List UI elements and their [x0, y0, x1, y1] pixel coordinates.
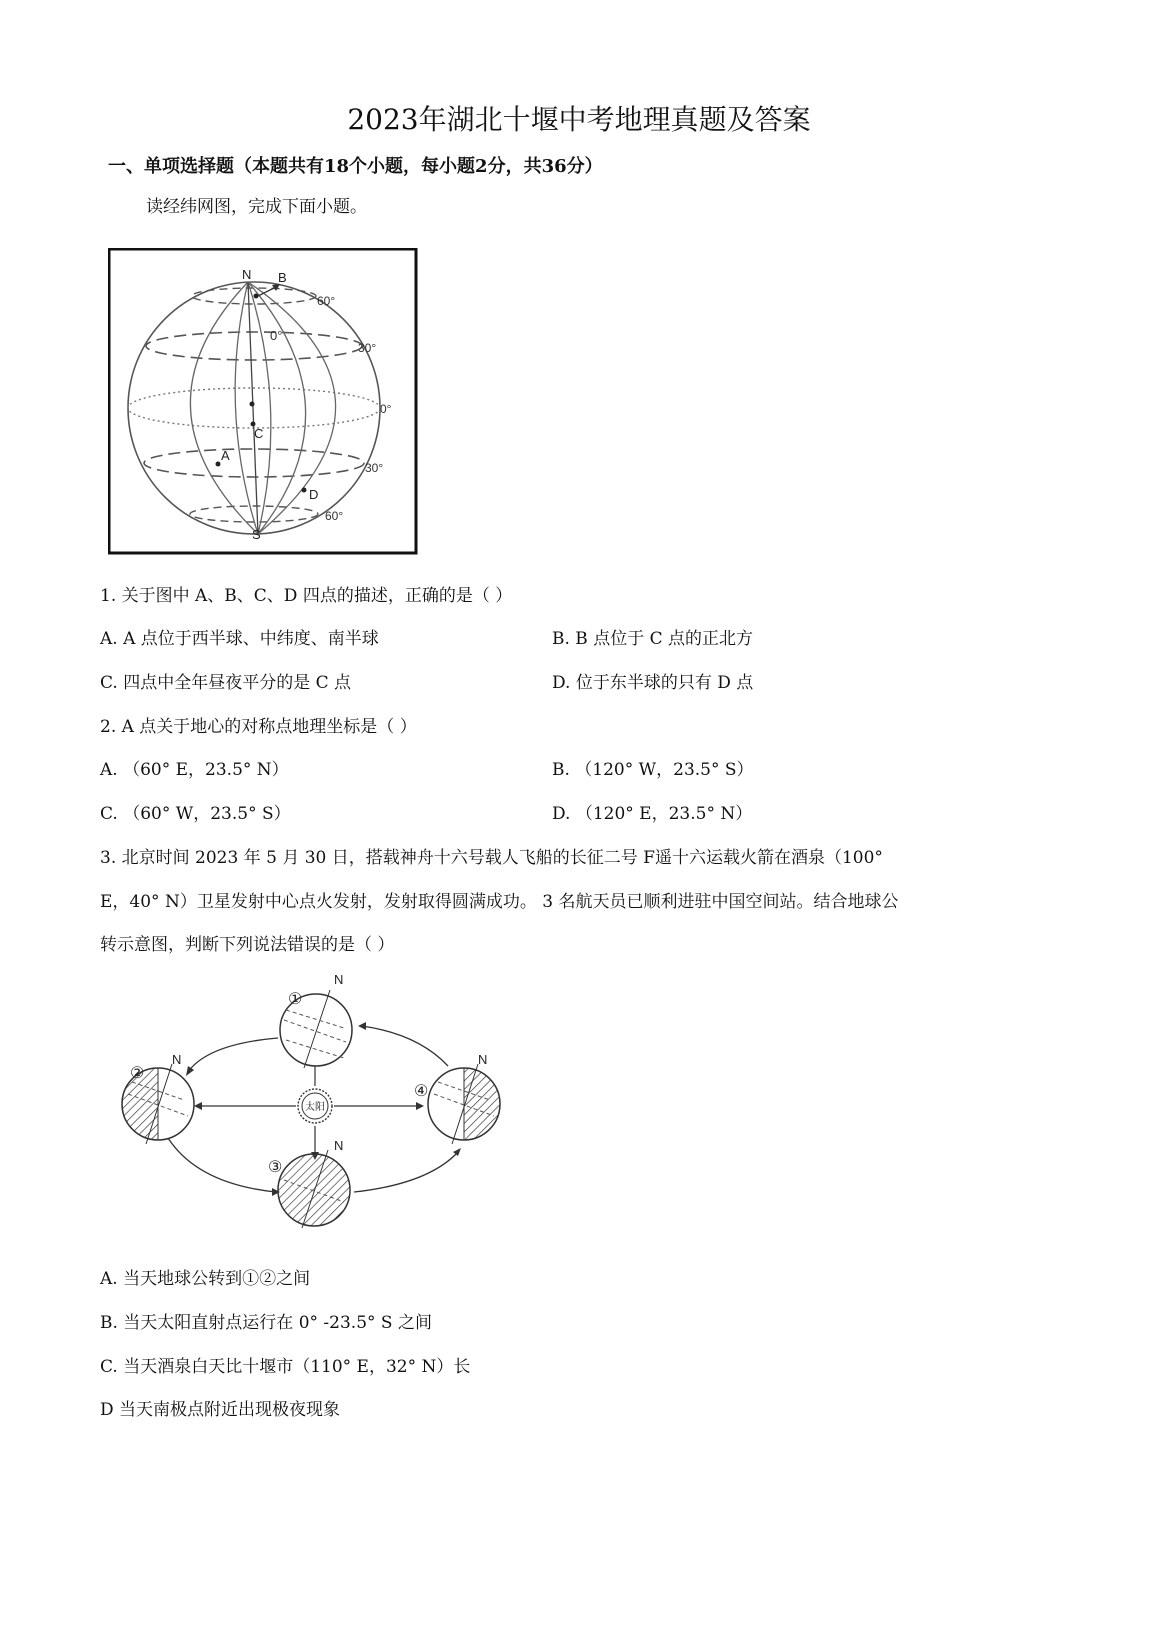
sun-label: 太阳 — [305, 1102, 325, 1113]
q3-stem-line1: 3. 北京时间 2023 年 5 月 30 日，搭载神舟十六号载人飞船的长征二号 F遥十六运载火箭在酒泉（100° — [100, 848, 883, 868]
earth-3 — [268, 1138, 350, 1228]
label-equator: 0° — [380, 402, 392, 416]
label-c: C — [254, 426, 264, 441]
earth-positions — [108, 970, 548, 1240]
earth-4 — [414, 1052, 500, 1144]
page-title: 2023年湖北十堰中考地理真题及答案 — [347, 103, 811, 136]
label-d: D — [309, 487, 319, 502]
label-n: N — [242, 267, 252, 282]
q1-stem: 1. 关于图中 A、B、C、D 四点的描述，正确的是（ ） — [100, 586, 513, 606]
q3-stem-line2: E，40° N）卫星发射中心点火发射，发射取得圆满成功。 3 名航天员已顺利进驻中国空间站。结合地球公 — [100, 892, 899, 912]
q1-option-c[interactable]: C. 四点中全年昼夜平分的是 C 点 — [100, 673, 352, 693]
intro-text: 读经纬网图，完成下面小题。 — [146, 197, 367, 217]
label-lat-30n: 30° — [358, 341, 377, 355]
globe-diagram — [108, 248, 438, 576]
earth-1 — [280, 972, 352, 1068]
q3-option-b[interactable]: B. 当天太阳直射点运行在 0° -23.5° S 之间 — [100, 1313, 432, 1333]
label-b: B — [278, 270, 287, 285]
q1-option-a[interactable]: A. A 点位于西半球、中纬度、南半球 — [100, 629, 379, 649]
label-lat-30s: 30° — [365, 461, 384, 475]
q3-stem-line3: 转示意图，判断下列说法错误的是（ ） — [100, 935, 395, 955]
north-label-2: N — [172, 1052, 182, 1067]
q2-option-b[interactable]: B. （120° W，23.5° S） — [552, 760, 754, 780]
position-1-label: ① — [288, 991, 303, 1008]
section-heading: 一、单项选择题（本题共有18个小题，每小题2分，共36分） — [108, 156, 603, 177]
north-label-4: N — [478, 1052, 488, 1067]
position-3-label: ③ — [268, 1159, 283, 1176]
position-2-label: ② — [130, 1065, 145, 1082]
q2-stem: 2. A 点关于地心的对称点地理坐标是（ ） — [100, 717, 417, 737]
q1-option-b[interactable]: B. B 点位于 C 点的正北方 — [552, 629, 754, 649]
position-4-label: ④ — [414, 1083, 429, 1100]
north-label-1: N — [334, 972, 344, 987]
q1-option-d[interactable]: D. 位于东半球的只有 D 点 — [552, 673, 754, 693]
label-lat-60s: 60° — [325, 509, 344, 523]
north-label-3: N — [334, 1138, 344, 1153]
label-lon-0: 0° — [270, 328, 283, 343]
q2-option-c[interactable]: C. （60° W，23.5° S） — [100, 804, 291, 824]
q3-option-d[interactable]: D 当天南极点附近出现极夜现象 — [100, 1400, 341, 1420]
graticule-figure — [108, 248, 438, 576]
globe-outline — [128, 282, 380, 534]
earth-2 — [122, 1052, 194, 1144]
q3-option-c[interactable]: C. 当天酒泉白天比十堰市（110° E，32° N）长 — [100, 1357, 471, 1377]
q2-option-d[interactable]: D. （120° E，23.5° N） — [552, 804, 753, 824]
label-s: S — [252, 527, 261, 542]
label-lat-60n: 60° — [317, 294, 336, 308]
q3-option-a[interactable]: A. 当天地球公转到①②之间 — [100, 1269, 311, 1289]
q2-option-a[interactable]: A. （60° E，23.5° N） — [100, 760, 289, 780]
label-a: A — [221, 448, 230, 463]
figure-frame — [109, 249, 416, 553]
